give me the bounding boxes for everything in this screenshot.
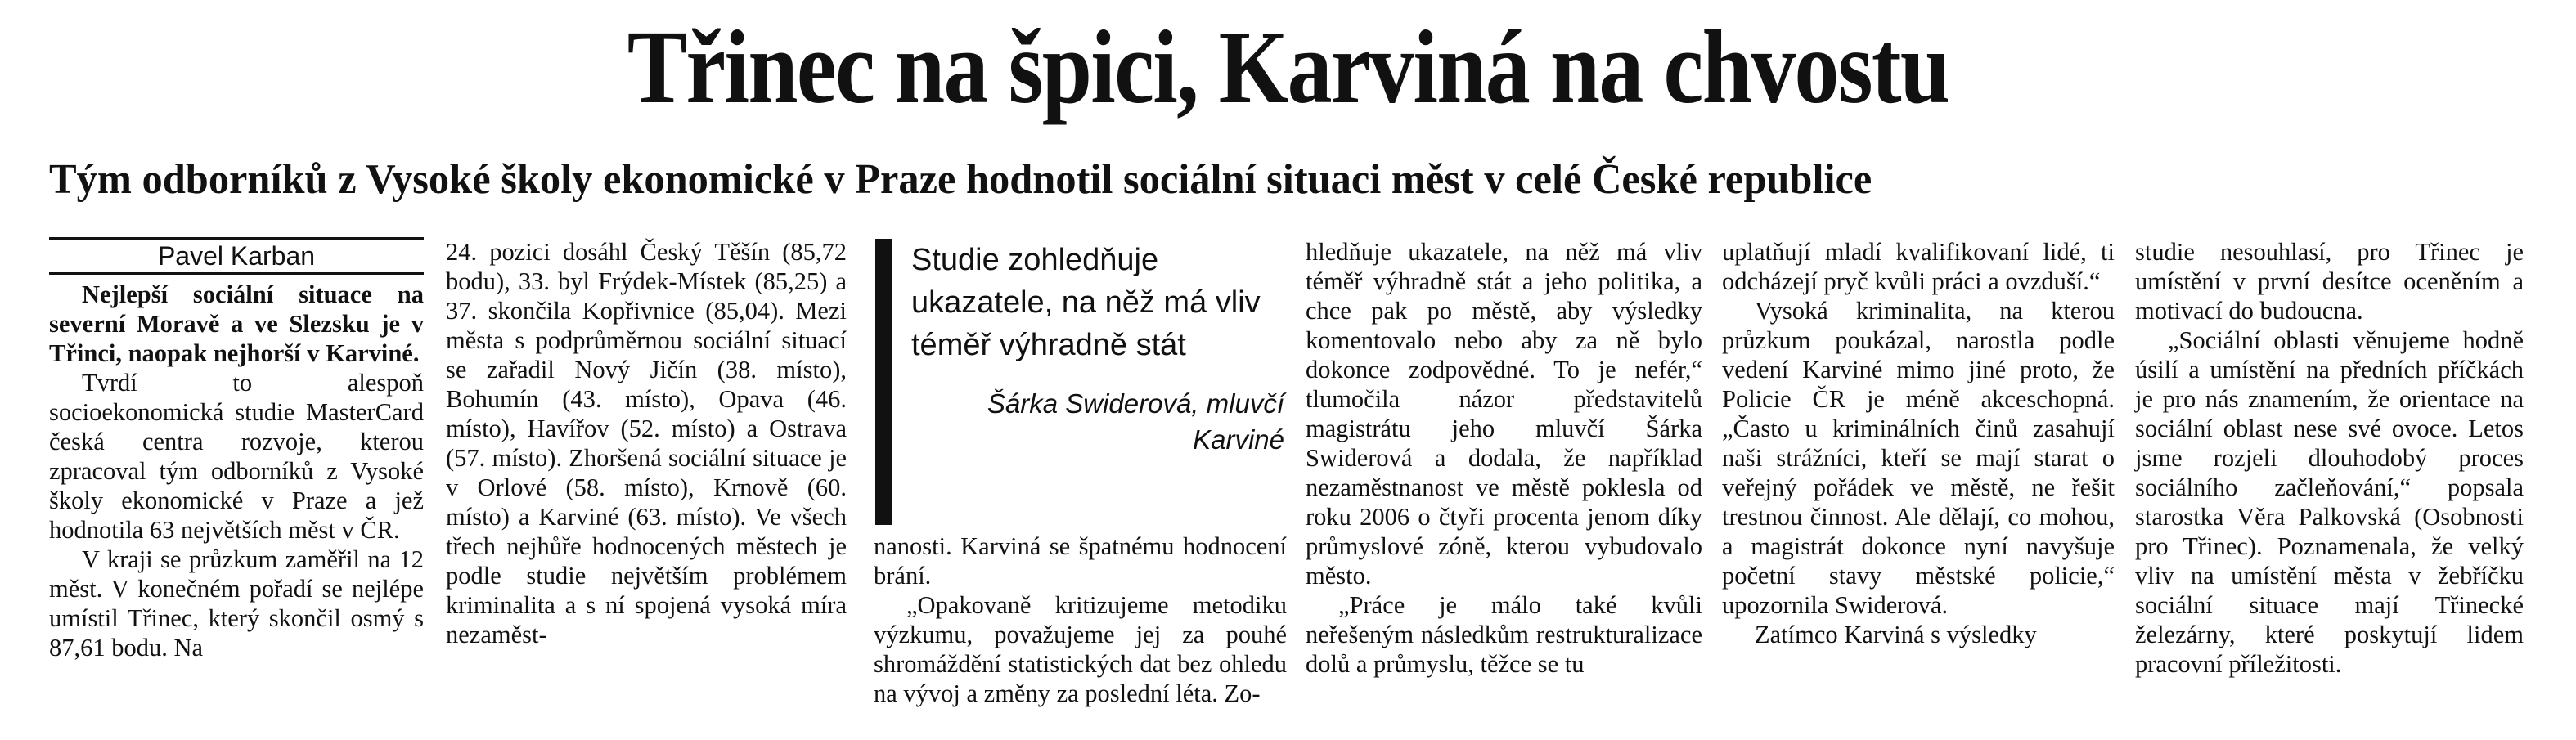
paragraph: Vysoká kriminalita, na kterou průzkum poukázal, narostla podle vedení Karviné mimo jiné proto, že Policie ČR je méně akceschopná. „Často u kriminálních činů zasahují naši strážníci, kteří se mají starat o veřejný pořádek ve městě, ne řešit trestnou činnost. Ale dělají, co mohou, a magistrát dokonce nyní navyšuje početní stavy městské policie,“ upozornila Swiderová. [1722,297,2115,619]
article-column-1 [49,237,424,662]
headline: Třinec na špici, Karviná na chvostu [627,9,1949,125]
paragraph: „Opakovaně kritizujeme metodiku výzkumu, považujeme jej za pouhé shromáždění statistických dat bez ohledu na vývoj a změny za poslední léta. Zo- [874,591,1287,707]
article-column-4 [1306,237,1702,679]
paragraph: Zatímco Karviná s výsledky [1755,621,2037,648]
pull-quote [875,239,1284,525]
paragraph: nanosti. Karviná se špatnému hodnocení brání. [874,532,1287,590]
paragraph: „Práce je málo také kvůli neřešeným následkům restrukturalizace dolů a průmyslu, těžce se tu [1306,591,1702,678]
article-column-6 [2135,237,2524,679]
paragraph: V kraji se průzkum zaměřil na 12 měst. V konečném pořadí se nejlépe umístil Třinec, který skončil osmý s 87,61 bodu. Na [49,545,424,662]
paragraph: uplatňují mladí kvalifikovaní lidé, ti odcházejí pryč kvůli práci a ovzduší.“ [1722,238,2115,295]
paragraph: 24. pozici dosáhl Český Těšín (85,72 bodu), 33. byl Frýdek-Místek (85,25) a 37. skončila Kopřivnice (85,04). Mezi města s podprůměrnou sociální situací se zařadil Nový Jičín (38. místo), Bohumín (43. místo), Opava (46. místo), Havířov (52. místo) a Ostrava (57. místo). Zhoršená sociální situace je v Orlové (58. místo), Krnově (60. místo) a Karviné (63. místo). Ve všech třech nejhůře hodnocených městech je podle studie největším problémem kriminalita a s ní spojená vysoká míra nezaměst- [446,238,847,648]
subheadline: Tým odborníků z Vysoké školy ekonomické v Praze hodnotil sociální situaci měst v celé České republice [49,156,1872,203]
lead-paragraph: Nejlepší sociální situace na severní Moravě a ve Slezsku je v Třinci, naopak nejhorší v Karviné. [49,280,424,367]
paragraph: studie nesouhlasí, pro Třinec je umístění v první desítce oceněním a motivací do budoucna. [2135,238,2524,325]
pull-quote-attribution: Šárka Swiderová, mluvčí Karviné [987,388,1284,455]
article-column-2 [446,237,847,649]
article-column-5 [1722,237,2115,649]
paragraph: hledňuje ukazatele, na něž má vliv téměř výhradně stát a jeho politika, a chce pak po městě, aby výsledky komentovalo nebo aby za ně bylo dokonce zodpovědné. To je nefér,“ tlumočila názor představitelů magistrátu jeho mluvčí Šárka Swiderová a dodala, že například nezaměstnanost ve městě poklesla od roku 2006 o čtyři procenta jenom díky průmyslové zóně, kterou vybudovalo město. [1306,238,1702,590]
paragraph: Tvrdí to alespoň socioekonomická studie MasterCard česká centra rozvoje, kterou zpracoval tým odborníků z Vysoké školy ekonomické v Praze a jež hodnotila 63 největších měst v ČR. [49,369,424,544]
paragraph: „Sociální oblasti věnujeme hodně úsilí a umístění na předních příčkách je pro nás znamením, že orientace na sociální oblast nese své ovoce. Letos jsme rozjeli dlouhodobý proces sociálního začleňování,“ popsala starostka Věra Palkovská (Osobnosti pro Třinec). Poznamenala, že velký vliv na umístění města v žebříčku sociální situace mají Třinecké železárny, které poskytují lidem pracovní příležitosti. [2135,326,2524,678]
author-byline: Pavel Karban [49,237,424,275]
article-column-3 [874,531,1287,708]
pull-quote-text: Studie zohledňuje ukazatele, na něž má vliv téměř výhradně stát [911,243,1261,362]
